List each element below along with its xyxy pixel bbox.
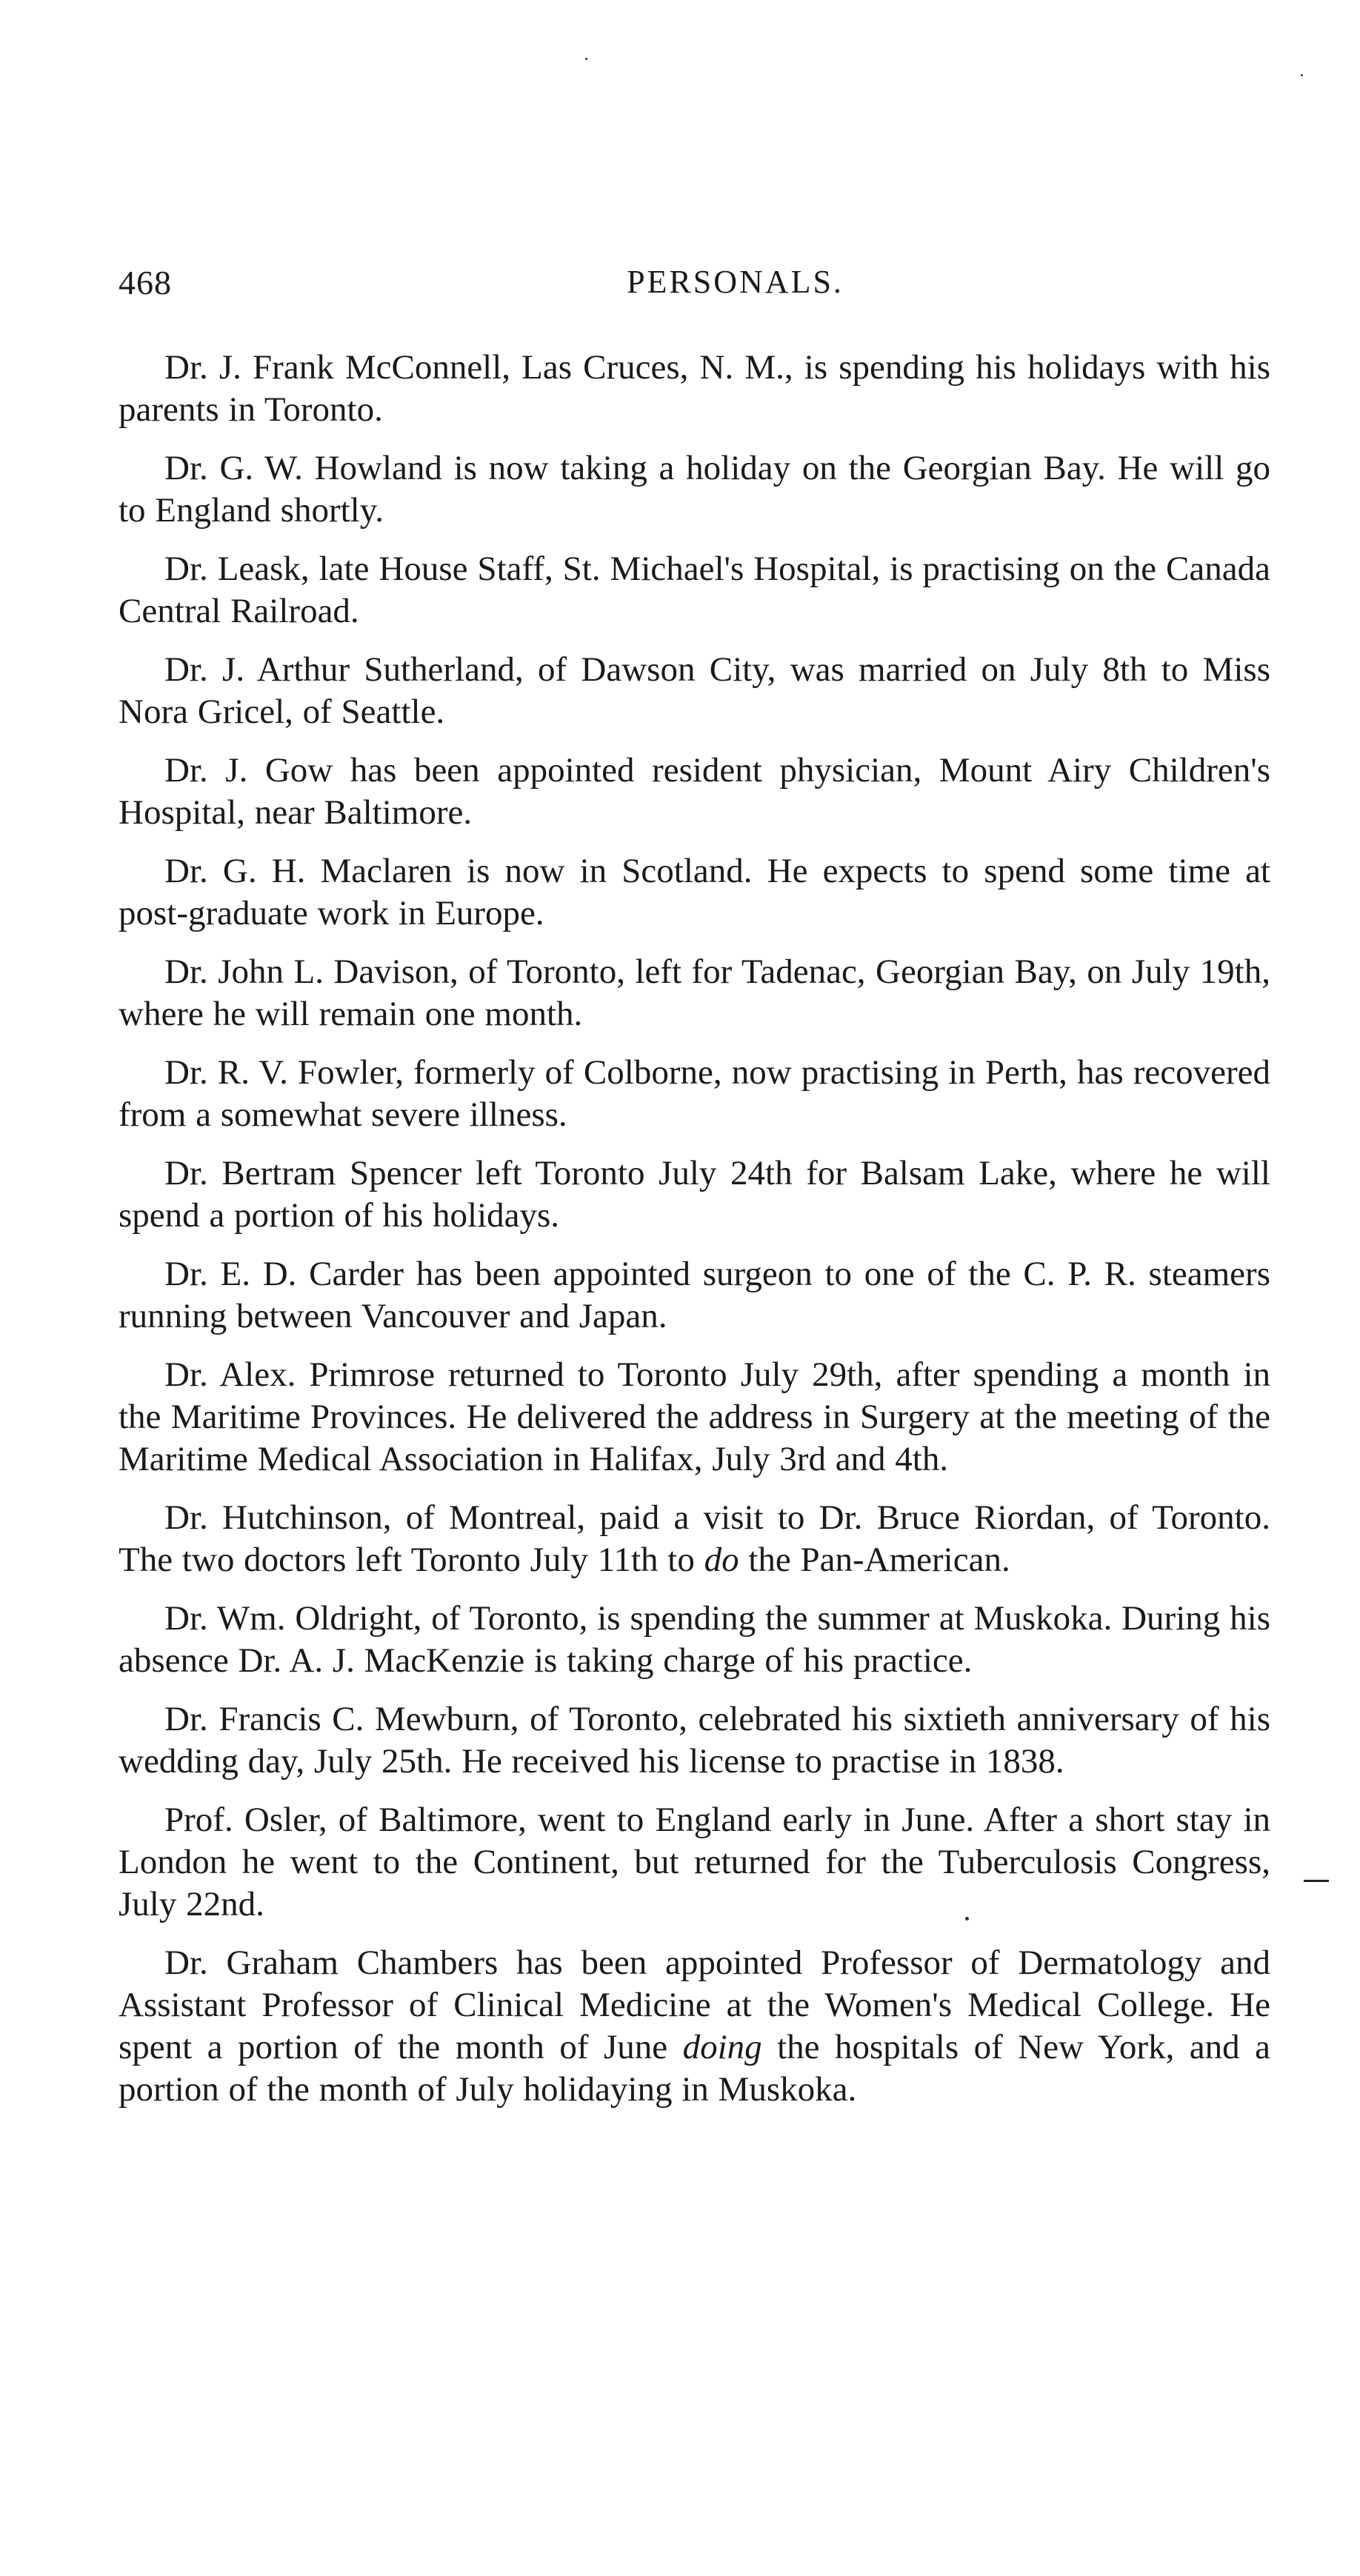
personal-note-paragraph <box>119 649 1270 733</box>
personals-column <box>119 347 1270 2127</box>
paragraph-text: Dr. Hutchinson, of Montreal, paid a visit to Dr. Bruce Riordan, of Toronto. The two doctors left Toronto July 11th to <box>119 1498 1270 1579</box>
personal-note-paragraph <box>119 850 1270 935</box>
personal-note-paragraph <box>119 1698 1270 1783</box>
page-header <box>119 263 1270 307</box>
paragraph-text: the hospitals of New York, and a portion of the month of July holidaying in Muskoka. <box>119 2028 1270 2109</box>
personal-note-paragraph <box>119 1799 1270 1926</box>
italic-emphasis: doing <box>682 2028 762 2066</box>
personal-note-paragraph <box>119 347 1270 431</box>
personal-note-paragraph <box>119 1253 1270 1338</box>
scan-speck <box>585 58 587 60</box>
paragraph-text: Dr. G. W. Howland is now taking a holiday on the Georgian Bay. He will go to England shortly. <box>119 449 1270 530</box>
personal-note-paragraph <box>119 1052 1270 1136</box>
paragraph-text: the Pan-American. <box>739 1541 1010 1579</box>
italic-emphasis: do <box>704 1541 739 1579</box>
paragraph-text: Dr. Wm. Oldright, of Toronto, is spending the summer at Muskoka. During his absence Dr. A. J. MacKenzie is taking charge of his practice. <box>119 1599 1270 1680</box>
personal-note-paragraph <box>119 548 1270 633</box>
running-head: PERSONALS. <box>627 264 844 300</box>
personal-note-paragraph <box>119 1598 1270 1682</box>
paragraph-text: Prof. Osler, of Baltimore, went to England early in June. After a short stay in London he went to the Continent, but returned for the Tuberculosis Congress, July 22nd. <box>119 1801 1270 1923</box>
page-number: 468 <box>119 264 172 301</box>
paragraph-text: Dr. Alex. Primrose returned to Toronto July 29th, after spending a month in the Maritime Provinces. He delivered the address in Surgery at the meeting of the Maritime Medical Association in Halifax, July 3rd and 4th. <box>119 1355 1270 1478</box>
scan-speck <box>1301 74 1303 76</box>
paragraph-text: Dr. G. H. Maclaren is now in Scotland. He expects to spend some time at post-graduate work in Europe. <box>119 852 1270 932</box>
personal-note-paragraph <box>119 1942 1270 2111</box>
margin-mark <box>1304 1880 1329 1882</box>
scan-speck <box>965 1917 969 1921</box>
personal-note-paragraph <box>119 750 1270 834</box>
personal-note-paragraph <box>119 447 1270 532</box>
paragraph-text: Dr. E. D. Carder has been appointed surgeon to one of the C. P. R. steamers running between Vancouver and Japan. <box>119 1255 1270 1335</box>
paragraph-text: Dr. J. Frank McConnell, Las Cruces, N. M., is spending his holidays with his parents in Toronto. <box>119 348 1270 429</box>
paragraph-text: Dr. Graham Chambers has been appointed Professor of Dermatology and Assistant Professor of Clinical Medicine at the Women's Medical College. He spent a portion of the month of June <box>119 1943 1270 2066</box>
paragraph-text: Dr. Francis C. Mewburn, of Toronto, celebrated his sixtieth anniversary of his wedding day, July 25th. He received his license to practise in 1838. <box>119 1700 1270 1781</box>
paragraph-text: Dr. R. V. Fowler, formerly of Colborne, now practising in Perth, has recovered from a somewhat severe illness. <box>119 1053 1270 1134</box>
paragraph-text: Dr. Bertram Spencer left Toronto July 24th for Balsam Lake, where he will spend a portion of his holidays. <box>119 1154 1270 1235</box>
personal-note-paragraph <box>119 1497 1270 1581</box>
personal-note-paragraph <box>119 1354 1270 1481</box>
personal-note-paragraph <box>119 951 1270 1035</box>
paragraph-text: Dr. Leask, late House Staff, St. Michael's Hospital, is practising on the Canada Central Railroad. <box>119 550 1270 630</box>
paragraph-text: Dr. John L. Davison, of Toronto, left for Tadenac, Georgian Bay, on July 19th, where he will remain one month. <box>119 952 1270 1033</box>
personal-note-paragraph <box>119 1152 1270 1237</box>
paragraph-text: Dr. J. Gow has been appointed resident physician, Mount Airy Children's Hospital, near Baltimore. <box>119 751 1270 832</box>
paragraph-text: Dr. J. Arthur Sutherland, of Dawson City, was married on July 8th to Miss Nora Gricel, of Seattle. <box>119 650 1270 731</box>
